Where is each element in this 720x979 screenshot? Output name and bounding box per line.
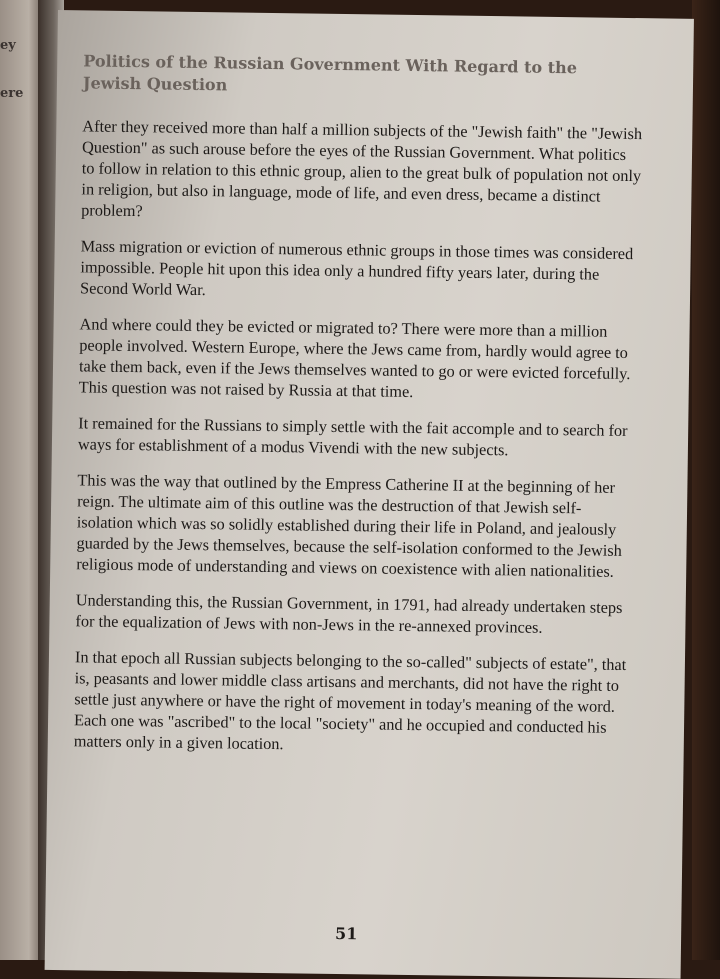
page-body	[73, 115, 642, 774]
paragraph: Understanding this, the Russian Government, in 1791, had already undertaken steps for the equalization of Jews with non-Jews in the re-annexed provinces.	[75, 590, 623, 637]
paragraph: In that epoch all Russian subjects belonging to the so-called" subjects of estate", that is, peasants and lower middle class artisans and merchants, did not have the right to settle just anywhere or have the right of movement in today's meaning of the word. Each one was "ascribed" to the local "society" and he occupied and conducted his matters only in a given location.	[73, 647, 627, 754]
book-edge	[692, 0, 720, 960]
chapter-title: Politics of the Russian Government With Regard to the Jewish Question	[82, 51, 578, 95]
paragraph: This was the way that outlined by the Empress Catherine II at the beginning of her reign. The ultimate aim of this outline was the destruction of that Jewish self-isolation which was so solidly established during their life in Poland, and jealously guarded by the Jews themselves, because the self-isolation conformed to the Jewish religious mode of understanding and views on coexistence with alien nationalities.	[76, 470, 622, 581]
paragraph: It remained for the Russians to simply settle with the fait accomple and to search for ways for establishment of a modus Vivendi with the new subjects.	[77, 413, 628, 460]
left-page-fragment: ey	[0, 38, 16, 53]
left-page-fragment: ere	[0, 86, 24, 101]
paragraph: After they received more than half a million subjects of the "Jewish faith" the "Jewish Question" as such arouse before the eyes of the Russian Government. What politics to follow in relation to this ethnic group, alien to the great bulk of population not only in religion, but also in language, mode of life, and even dress, became a distinct problem?	[81, 116, 643, 221]
paragraph: Mass migration or eviction of numerous ethnic groups in those times was considered impossible. People hit upon this idea only a hundred fifty years later, during the Second World War.	[79, 236, 634, 300]
book-page	[45, 10, 694, 979]
paragraph: And where could they be evicted or migrated to? There were more than a million people involved. Western Europe, where the Jews came from, hardly would agree to take them back, even if the Jews themselves wanted to go or were evicted forcefully. This question was not raised by Russia at that time.	[78, 314, 631, 401]
page-number: 51	[335, 923, 358, 944]
